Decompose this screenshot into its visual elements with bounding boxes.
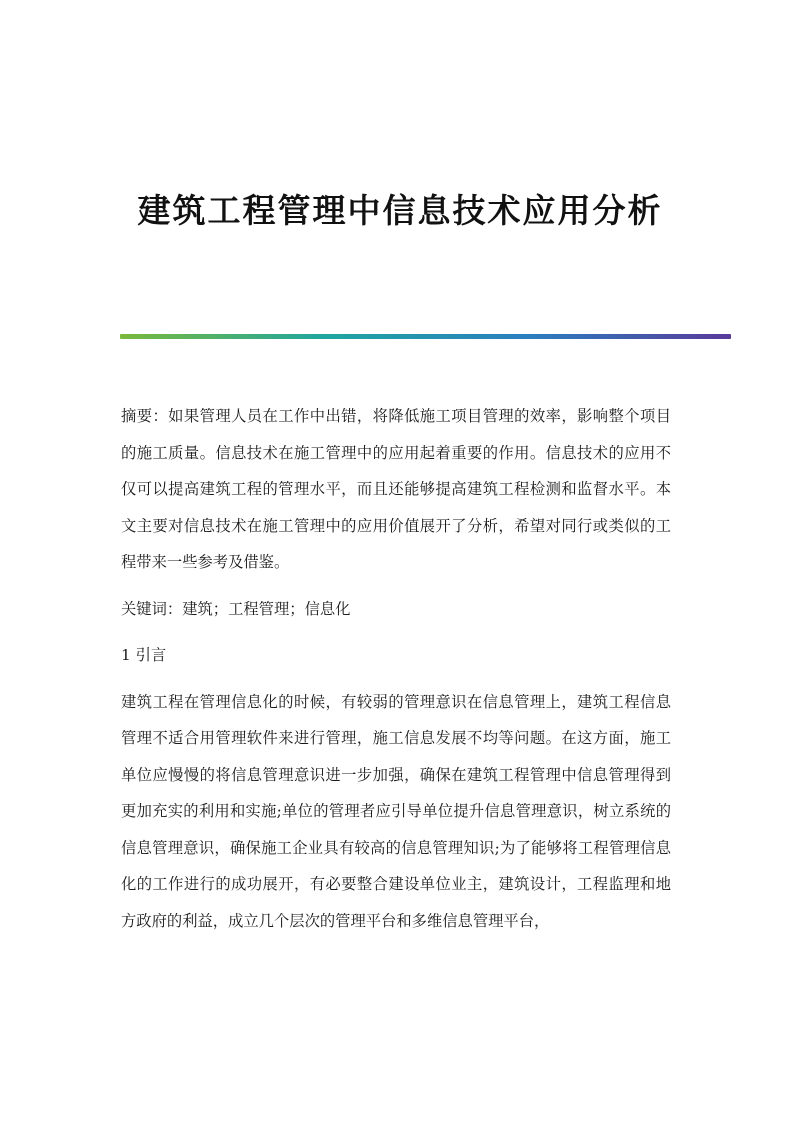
document-body (121, 398, 671, 949)
section-body-paragraph: 建筑工程在管理信息化的时候，有较弱的管理意识在信息管理上，建筑工程信息管理不适合用管理软件来进行管理，施工信息发展不均等问题。在这方面，施工单位应慢慢的将信息管理意识进一步加强，确保在建筑工程管理中信息管理得到更加充实的利用和实施;单位的管理者应引导单位提升信息管理意识，树立系统的信息管理意识，确保施工企业具有较高的信息管理知识;为了能够将工程管理信息化的工作进行的成功展开，有必要整合建设单位业主，建筑设计，工程监理和地方政府的利益，成立几个层次的管理平台和多维信息管理平台， (121, 692, 671, 930)
title-divider (120, 334, 731, 339)
document-title: 建筑工程管理中信息技术应用分析 (137, 191, 663, 230)
abstract-paragraph: 摘要：如果管理人员在工作中出错，将降低施工项目管理的效率，影响整个项目的施工质量。信息技术在施工管理中的应用起着重要的作用。信息技术的应用不仅可以提高建筑工程的管理水平，而且还能够提高建筑工程检测和监督水平。本文主要对信息技术在施工管理中的应用价值展开了分析，希望对同行或类似的工程带来一些参考及借鉴。 (121, 407, 671, 571)
section-heading: 1 引言 (121, 646, 167, 664)
keywords-line: 关键词：建筑；工程管理；信息化 (121, 599, 351, 618)
